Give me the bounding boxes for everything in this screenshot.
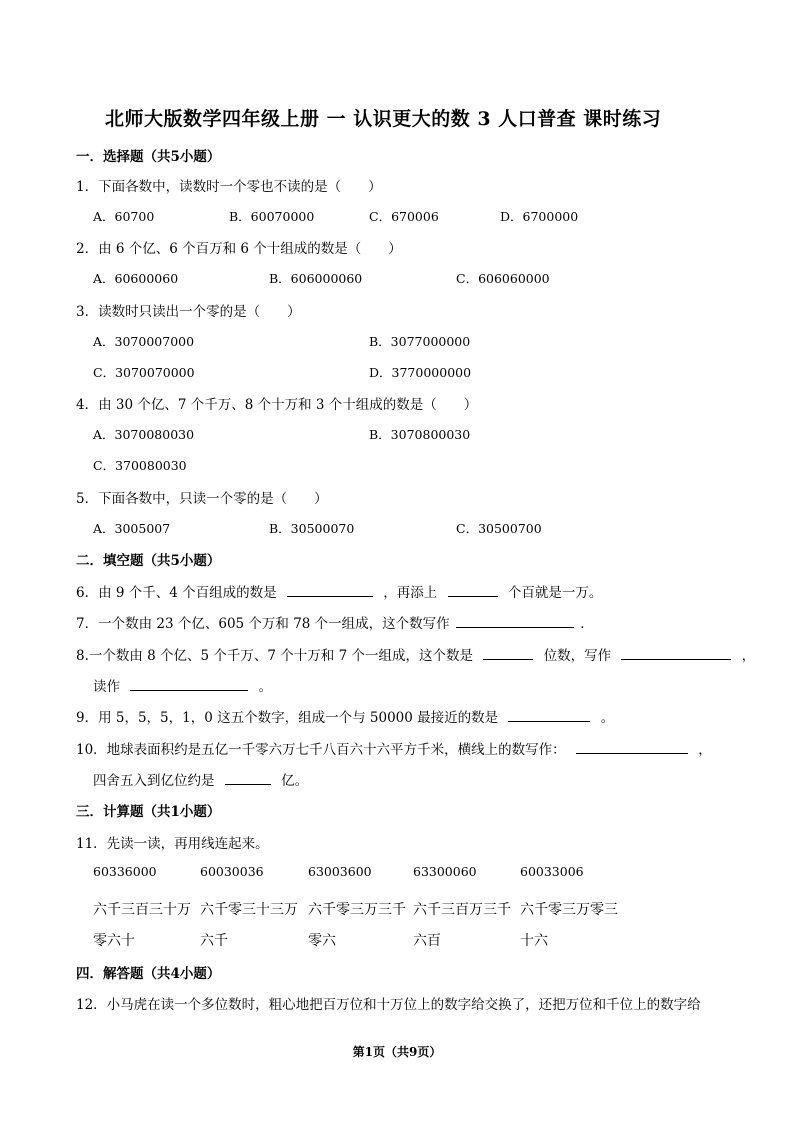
question-2: 2．由 6 个亿、6 个百万和 6 个十组成的数是（ ） xyxy=(76,241,402,257)
reading-item: 六千零三十三万 xyxy=(200,902,298,918)
answer-blank[interactable] xyxy=(448,583,498,597)
answer-blank[interactable] xyxy=(576,740,688,754)
question-7-text-1: 7．一个数由 23 个亿、605 个万和 78 个一组成，这个数写作 xyxy=(76,616,450,632)
question-3: 3．读数时只读出一个零的是（ ） xyxy=(76,304,301,320)
reading-item: 六千零三万三千 xyxy=(308,902,406,918)
answer-blank[interactable] xyxy=(225,771,271,785)
reading-item-cont: 零六 xyxy=(308,933,336,949)
page-title: 北师大版数学四年级上册 一 认识更大的数 3 人口普查 课时练习 xyxy=(105,108,662,130)
question-1: 1．下面各数中，读数时一个零也不读的是（ ） xyxy=(76,179,382,195)
option-4c: C．370080030 xyxy=(93,458,187,473)
reading-item: 六千三百万三千 xyxy=(413,902,511,918)
option-5c: C．30500700 xyxy=(456,521,542,536)
question-10-text-4: 亿。 xyxy=(281,773,309,789)
answer-blank[interactable] xyxy=(287,583,373,597)
question-9-text-2: 。 xyxy=(600,710,615,726)
option-1b: B．60070000 xyxy=(229,209,315,224)
question-12: 12．小马虎在读一个多位数时，粗心地把百万位和十万位上的数字给交换了，还把万位和千位上的数字给 xyxy=(76,997,701,1013)
option-2a: A．60600060 xyxy=(93,271,179,286)
question-8-text-2: 位数，写作 xyxy=(543,648,612,664)
option-5a: A．3005007 xyxy=(93,521,171,536)
option-3a: A．3070007000 xyxy=(93,334,195,349)
question-10-text-1: 10．地球表面积约是五亿一千零六万七千八百六十六平方千米，横线上的数写作： xyxy=(76,742,566,758)
answer-blank[interactable] xyxy=(483,646,533,660)
reading-item-cont: 十六 xyxy=(520,933,548,949)
option-1d: D．6700000 xyxy=(500,209,579,224)
question-11: 11．先读一读，再用线连起来。 xyxy=(76,836,269,852)
number-item: 60030036 xyxy=(200,864,264,879)
question-5: 5．下面各数中，只读一个零的是（ ） xyxy=(76,491,328,507)
section-heading-choice: 一．选择题（共5小题） xyxy=(76,149,221,165)
question-10-line-2 xyxy=(93,769,308,789)
question-8-text-3: ， xyxy=(741,648,756,664)
number-item: 63300060 xyxy=(413,864,477,879)
option-1a: A．60700 xyxy=(93,209,155,224)
option-4a: A．3070080030 xyxy=(93,427,195,442)
option-3b: B．3077000000 xyxy=(369,334,471,349)
option-3c: C．3070070000 xyxy=(93,365,195,380)
number-item: 60033006 xyxy=(520,864,584,879)
option-2b: B．606000060 xyxy=(269,271,363,286)
answer-blank[interactable] xyxy=(621,646,731,660)
question-8-text-4: 读作 xyxy=(93,679,120,695)
number-item: 63003600 xyxy=(308,864,372,879)
section-heading-calc: 三．计算题（共1小题） xyxy=(76,804,221,820)
question-6 xyxy=(76,581,602,601)
reading-item-cont: 六千 xyxy=(200,933,228,949)
section-heading-fill: 二．填空题（共5小题） xyxy=(76,553,221,569)
question-10-text-2: ， xyxy=(698,742,712,758)
number-item: 60336000 xyxy=(93,864,157,879)
question-8-text-5: 。 xyxy=(258,679,273,695)
question-6-text-3: 个百就是一万。 xyxy=(507,585,603,601)
reading-item-cont: 零六十 xyxy=(93,933,135,949)
reading-item: 六千三百三十万 xyxy=(93,902,191,918)
question-8-line-1 xyxy=(76,644,755,664)
option-2c: C．606060000 xyxy=(456,271,550,286)
answer-blank[interactable] xyxy=(508,708,590,722)
reading-item-cont: 六百 xyxy=(413,933,441,949)
question-6-text-1: 6．由 9 个千、4 个百组成的数是 xyxy=(76,585,277,601)
option-5b: B．30500070 xyxy=(269,521,355,536)
question-9-text-1: 9．用 5，5，5，1，0 这五个数字，组成一个与 50000 最接近的数是 xyxy=(76,710,499,726)
question-10-line-1 xyxy=(76,738,712,758)
option-4b: B．3070800030 xyxy=(369,427,471,442)
question-8-line-2 xyxy=(93,675,272,695)
option-3d: D．3770000000 xyxy=(369,365,472,380)
question-6-text-2: ，再添上 xyxy=(383,585,438,601)
reading-item: 六千零三万零三 xyxy=(520,902,618,918)
section-heading-solve: 四．解答题（共4小题） xyxy=(76,966,221,982)
answer-blank[interactable] xyxy=(130,677,248,691)
question-10-text-3: 四舍五入到亿位约是 xyxy=(93,773,215,789)
question-9 xyxy=(76,706,614,726)
answer-blank[interactable] xyxy=(456,614,574,628)
question-7-text-2: ． xyxy=(580,616,594,632)
question-4: 4．由 30 个亿、7 个千万、8 个十万和 3 个十组成的数是（ ） xyxy=(76,397,478,413)
question-8-text-1: 8.一个数由 8 个亿、5 个千万、7 个十万和 7 个一组成，这个数是 xyxy=(76,648,473,664)
option-1c: C．670006 xyxy=(369,209,439,224)
question-7 xyxy=(76,612,594,632)
page-footer: 第1页（共9页） xyxy=(352,1045,442,1059)
